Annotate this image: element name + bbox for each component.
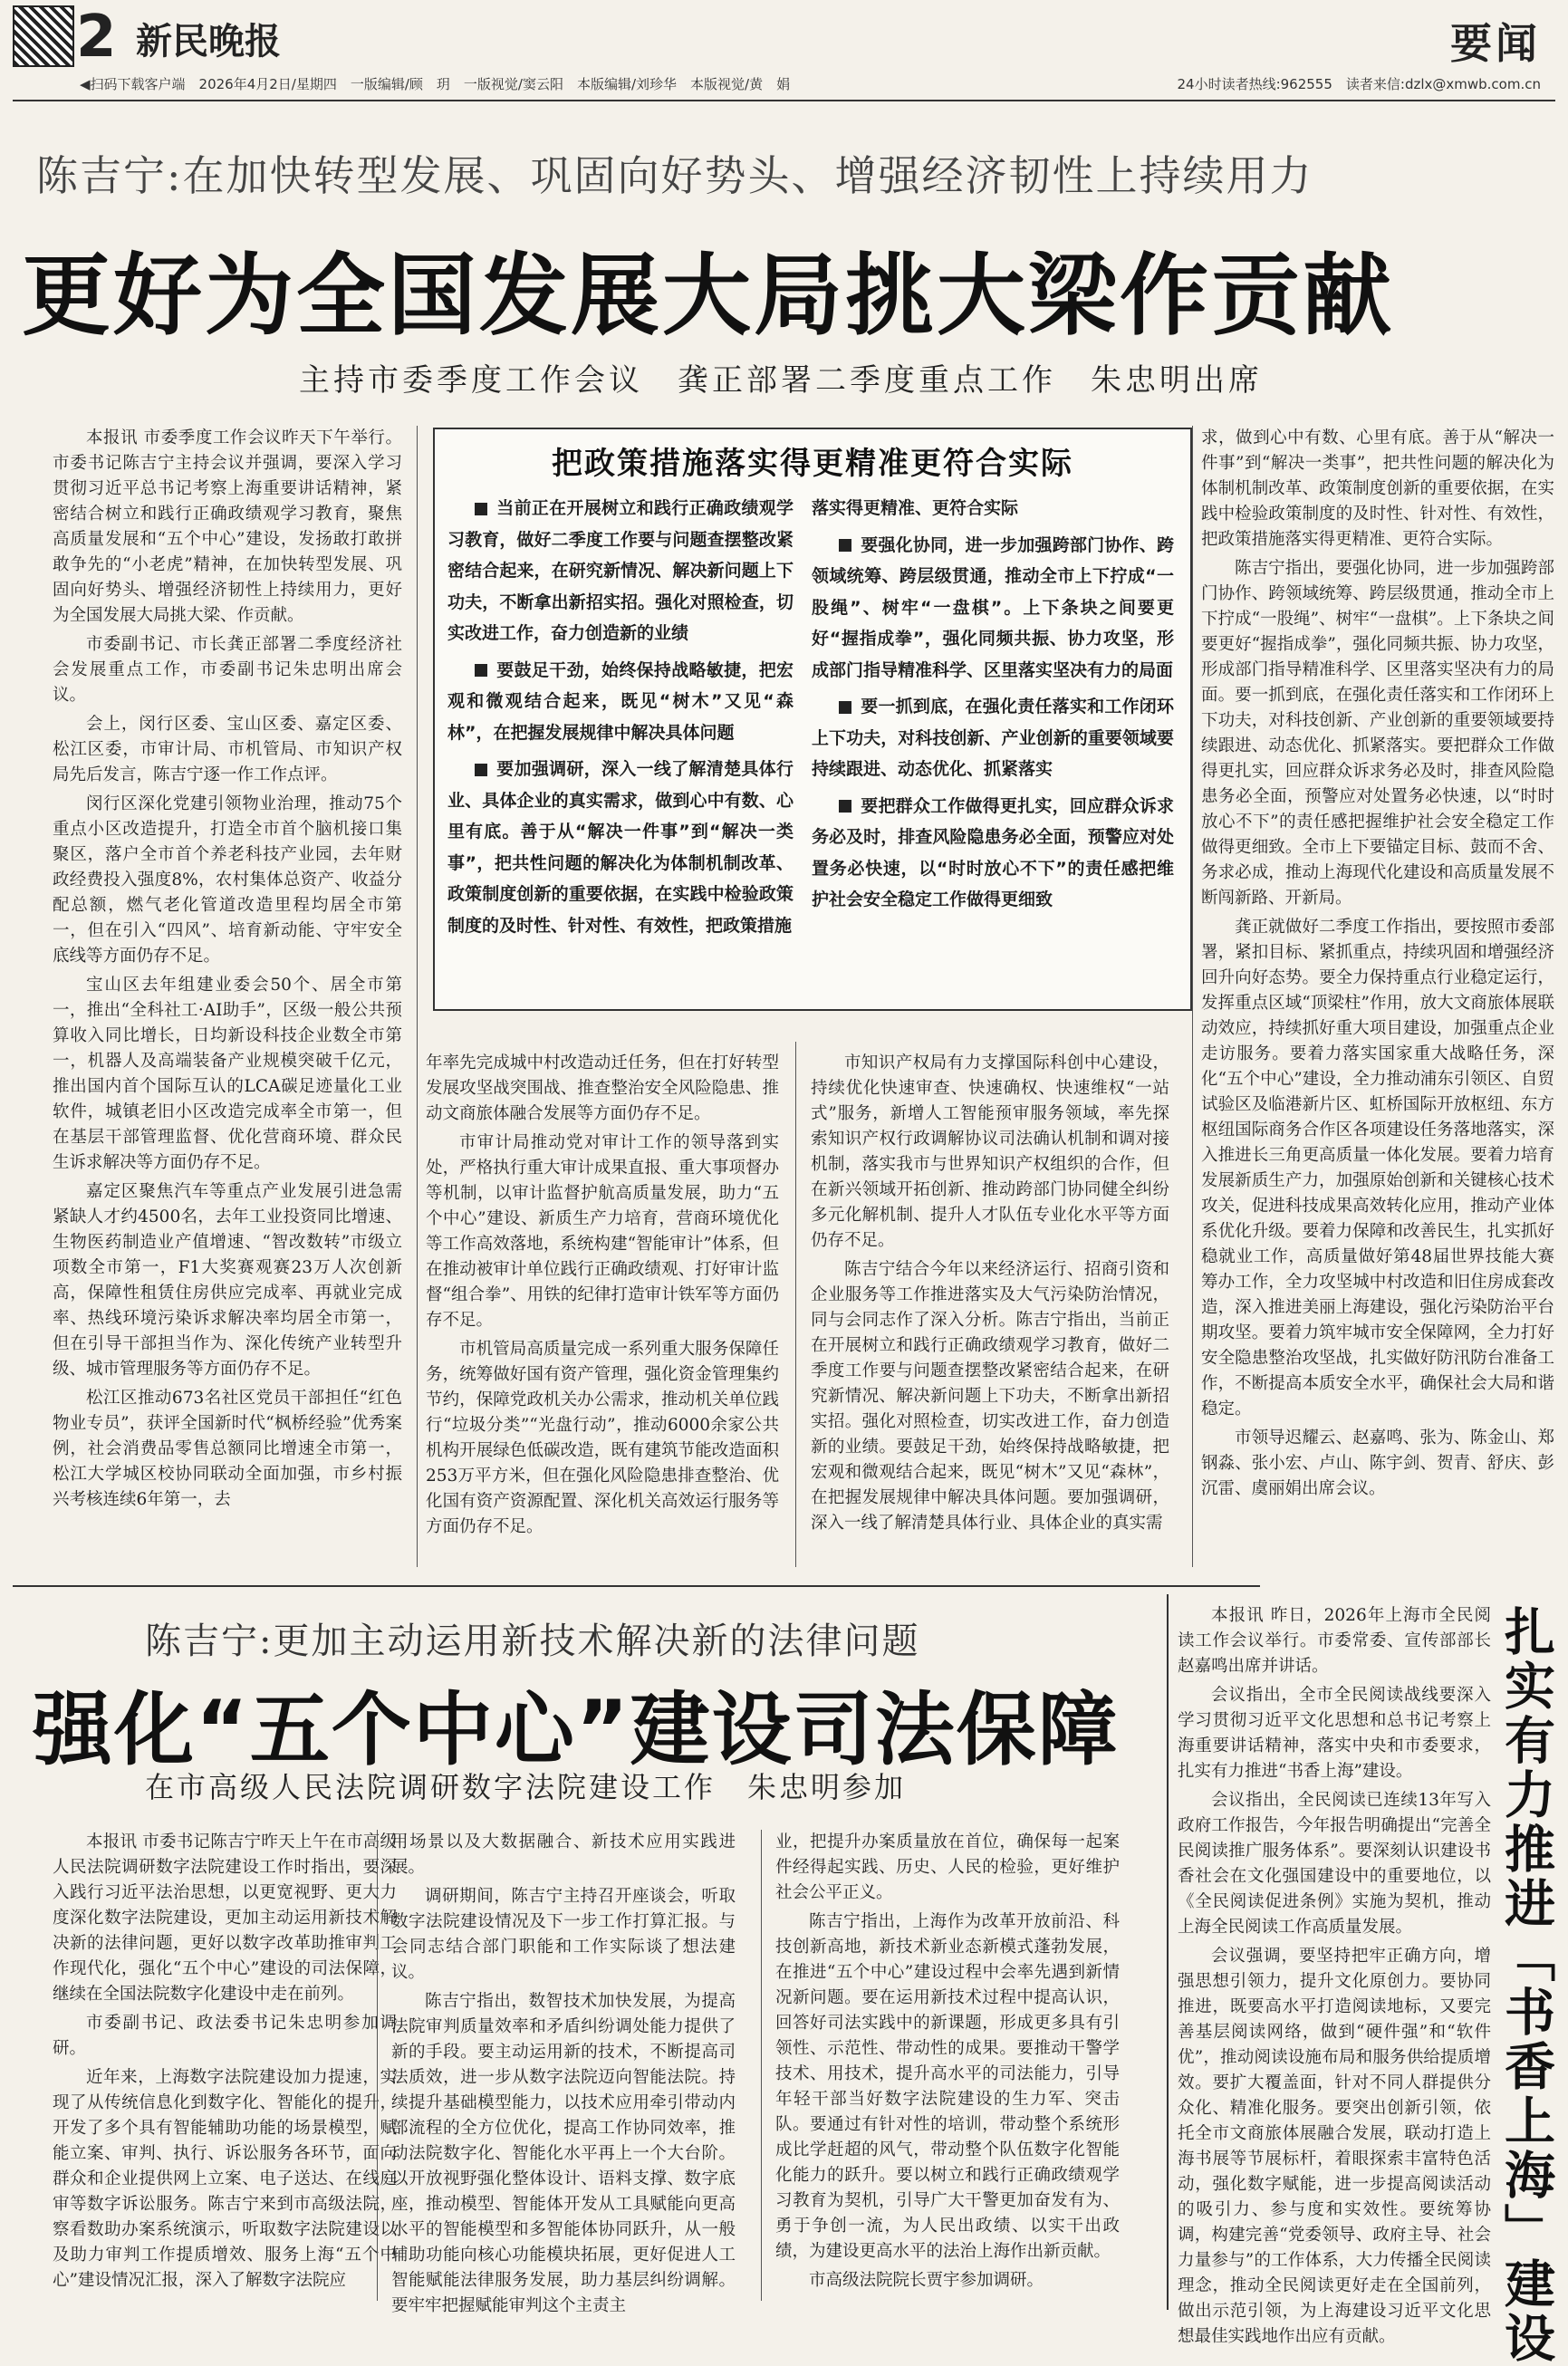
paragraph: 市委副书记、市长龚正部署二季度经济社会发展重点工作，市委副书记朱忠明出席会议。 (53, 635, 402, 705)
highlight-box-title: 把政策措施落实得更精准更符合实际 (552, 446, 1073, 482)
paragraph: 市审计局推动党对审计工作的领导落到实处，严格执行重大审计成果直报、重大事项督办等机制，以审计监督护航高质量发展，助力“五个中心”建设、新质生产力培育，营商环境优化等工作高效落地，系统构建“智能审计”体系，但在推动被审计单位践行正确政绩观、打好审计监督“组合拳”、用铁的纪律打造审计铁军等方面仍存不足。 (426, 1133, 779, 1330)
column-divider (1192, 426, 1193, 1567)
story1-headline: 更好为全国发展大局挑大梁作贡献 (22, 245, 1395, 348)
story2-subhead: 在市高级人民法院调研数字法院建设工作 朱忠明参加 (145, 1770, 907, 1804)
paragraph: 本报讯 市委季度工作会议昨天下午举行。市委书记陈吉宁主持会议并强调，要深入学习贯彻习近平总书记考察上海重要讲话精神，紧密结合树立和践行正确政绩观学习教育，聚焦高质量发展和“五个中心”建设，发扬敢打敢拼敢争先的“小老虎”精神，在加快转型发展、巩固向好势头、增强经济韧性上持续用力，更好为全国发展大局挑大梁、作贡献。 (53, 428, 402, 625)
paper-name: 新民晚报 (136, 20, 281, 63)
qr-code[interactable] (13, 5, 74, 67)
bullet-square-icon (475, 664, 487, 677)
paragraph: 本报讯 市委书记陈吉宁昨天上午在市高级人民法院调研数字法院建设工作时指出，要深入践行习近平法治思想，以更宽视野、更大力度深化数字法院建设，更加主动运用新技术解决新的法律问题，更好以数字改革助推审判工作现代化，强化“五个中心”建设的司法保障，继续在全国法院数字化建设中走在前列。 (53, 1832, 397, 2004)
paragraph: 市委副书记、政法委书记朱忠明参加调研。 (53, 2014, 397, 2058)
paragraph: 陈吉宁指出，要强化协同，进一步加强跨部门协作、跨领域统筹、跨层级贯通，推动全市上下拧成“一股绳”、树牢“一盘棋”。上下条块之间要更好“握指成拳”，强化同频共振、协力攻坚，形成部门指导精准科学、区里落实坚决有力的局面。要一抓到底，在强化责任落实和工作闭环上下功夫，对科技创新、产业创新的重要领域要持续跟进、动态优化、抓紧落实。要把群众工作做得更扎实，回应群众诉求务必及时，排查风险隐患务必全面，预警应对处置务必快速，以“时时放心不下”的责任感把握维护社会安全稳定工作做得更细致。全市上下要锚定目标、鼓而不舍、务求必成，推动上海现代化建设和高质量发展不断闯新路、开新局。 (1201, 559, 1554, 908)
bullet-square-icon (475, 764, 487, 776)
story2-column-2 (391, 1830, 736, 2323)
paragraph: 会上，闵行区委、宝山区委、嘉定区委、松江区委，市审计局、市机管局、市知识产权局先后发言，陈吉宁逐一作工作点评。 (53, 715, 402, 784)
paragraph: 会议指出，全市全民阅读战线要深入学习贯彻习近平文化思想和总书记考察上海重要讲话精神，落实中央和市委要求，扎实有力推进“书香上海”建设。 (1178, 1686, 1491, 1781)
story1-column-2 (426, 1051, 779, 1544)
paragraph: 市机管局高质量完成一系列重大服务保障任务，统筹做好国有资产管理，强化资金管理集约节约，保障党政机关办公需求，推动机关单位践行“垃圾分类”“光盘行动”，推动6000余家公共机构开展绿色低碳改造，既有建筑节能改造面积253万平方米，但在强化风险隐患排查整治、优化国有资产资源配置、深化机关高效运行服务等方面仍存不足。 (426, 1340, 779, 1536)
story1-column-1 (53, 426, 402, 1516)
paragraph: 本报讯 昨日，2026年上海市全民阅读工作会议举行。市委常委、宣传部部长赵嘉鸣出席并讲话。 (1178, 1606, 1491, 1676)
page-number: 2 (76, 4, 117, 71)
paragraph: 市知识产权局有力支撑国际科创中心建设，持续优化快速审查、快速确权、快速维权“一站式”服务，新增人工智能预审服务领域，率先探索知识产权行政调解协议司法确认机制和调对接机制，落实我市与世界知识产权组织的合作，但在新兴领域开拓创新、推动跨部门协同健全纠纷多元化解机制、提升人才队伍专业化水平等方面仍存不足。 (811, 1053, 1169, 1250)
highlight-box (433, 428, 1192, 1011)
story2-column-1 (53, 1830, 397, 2297)
paragraph: 求，做到心中有数、心里有底。善于从“解决一件事”到“解决一类事”，把共性问题的解决化为体制机制改革、政策制度创新的重要依据，在实践中检验政策制度的及时性、针对性、有效性，把政策措施落实得更精准、更符合实际。 (1201, 428, 1554, 549)
bullet-square-icon (475, 503, 487, 515)
paragraph: 龚正就做好二季度工作指出，要按照市委部署，紧扣目标、紧抓重点，持续巩固和增强经济回升向好态势。要全力保持重点行业稳定运行，发挥重点区域“顶梁柱”作用，放大文商旅体展联动效应，持续抓好重大项目建设，加强重点企业走访服务。要着力落实国家重大战略任务，深化“五个中心”建设，全力推动浦东引领区、自贸试验区及临港新片区、虹桥国际开放枢纽、东方枢纽国际商务合作区各项建设任务落地落实，深入推进长三角更高质量一体化发展。要着力培育发展新质生产力，加强原始创新和关键核心技术攻关，促进科技成果高效转化应用，推动产业体系优化升级。要着力保障和改善民生，扎实抓好稳就业工作，高质量做好第48届世界技能大赛筹办工作，全力攻坚城中村改造和旧住房成套改造，深入推进美丽上海建设，强化污染防治平台期攻坚。要着力筑牢城市安全保障网，全力打好安全隐患整治攻坚战，扎实做好防汛防台准备工作，不断提高本质安全水平，确保社会大局和谐稳定。 (1201, 918, 1554, 1419)
highlight-continuation: 落实得更精准、更符合实际 (812, 498, 1019, 518)
story1-column-3 (811, 1051, 1169, 1540)
bullet-square-icon (839, 800, 851, 813)
paragraph: 陈吉宁结合今年以来经济运行、招商引资和企业服务等工作推进落实及大气污染防治情况，同与会同志作了深入分析。陈吉宁指出，当前正在开展树立和践行正确政绩观学习教育，做好二季度工作要与问题查摆整改紧密结合起来，在研究新情况、解决新问题上下功夫，不断拿出新招实招。强化对照检查，切实改进工作，奋力创造新的业绩。要鼓足干劲，始终保持战略敏捷，把宏观和微观结合起来，既见“树木”又见“森林”，在把握发展规律中解决具体问题。要加强调研，深入一线了解清楚具体行业、具体企业的真实需 (811, 1260, 1169, 1533)
highlight-point: 要一抓到底，在强化责任落实和工作闭环上下功夫，对科技创新、产业创新的重要领域要持续跟进、动态优化、抓紧落实 (812, 697, 1174, 779)
highlight-point: 要鼓足干劲，始终保持战略敏捷，把宏观和微观结合起来，既见“树木”又见“森林”，在把握发展规律中解决具体问题 (447, 659, 794, 743)
column-divider (761, 1830, 762, 2301)
story2-column-3 (775, 1830, 1120, 2297)
masthead-rule (13, 100, 1555, 101)
story3-vertical-headline: 扎实有力推进「书香上海」建设 (1496, 1605, 1555, 2366)
highlight-point: 当前正在开展树立和践行正确政绩观学习教育，做好二季度工作要与问题查摆整改紧密结合起来，在研究新情况、解决新问题上下功夫，不断拿出新招实招。强化对照检查，切实改进工作，奋力创造新的业绩 (447, 498, 794, 643)
highlight-point: 要强化协同，进一步加强跨部门协作、跨领域统筹、跨层级贯通，推动全市上下拧成“一股绳”、树牢“一盘棋”。上下条块之间要更好“握指成拳”，强化同频共振、协力攻坚，形成部门指导精准科学、区里落实坚决有力的局面 (812, 534, 1174, 680)
paragraph: 松江区推动673名社区党员干部担任“红色物业专员”，获评全国新时代“枫桥经验”优秀案例，社会消费品零售总额同比增速全市第一，松江大学城区校协同联动全面加强，市乡村振兴考核连续6年第一，去 (53, 1389, 402, 1509)
issue-info: ◀扫码下载客户端 2026年4月2日/星期四 一版编辑/顾 玥 一版视觉/窦云阳 本版编辑/刘珍华 本版视觉/黄 娟 (80, 76, 791, 92)
paragraph: 陈吉宁指出，上海作为改革开放前沿、科技创新高地，新技术新业态新模式蓬勃发展，在推进“五个中心”建设过程中会率先遇到新情况新问题。要在运用新技术过程中提高认识，回答好司法实践中的新课题，形成更多具有引领性、示范性、带动性的成果。要推动干警学技术、用技术，提升高水平的司法能力，引导年轻干部当好数字法院建设的生力军、突击队。要通过有针对性的培训，带动整个系统形成比学赶超的风气，带动整个队伍数字化智能化能力的跃升。要以树立和践行正确政绩观学习教育为契机，引导广大干警更加奋发有为、勇于争创一流，为人民出政绩、以实干出政绩，为建设更高水平的法治上海作出新贡献。 (775, 1912, 1120, 2261)
highlight-point: 要加强调研，深入一线了解清楚具体行业、具体企业的真实需求，做到心中有数、心里有底。善于从“解决一件事”到“解决一类事”，把共性问题的解决化为体制机制改革、政策制度创新的重要依据，在实践中检验政策制度的及时性、针对性、有效性，把政策措施 (447, 759, 794, 936)
paragraph: 市高级法院院长贾宇参加调研。 (809, 2271, 1044, 2290)
paragraph: 陈吉宁指出，数智技术加快发展，为提高法院审判质量效率和矛盾纠纷调处能力提供了新的手段。要主动运用新的技术，不断提高司法质效，进一步从数字法院迈向智能法院。持续提升基础模型能力，以技术应用牵引带动内部流程的全方位优化，提高工作协同效率，推动法院数字化、智能化水平再上一个大台阶。以开放视野强化整体设计、语料支撑、数字底座，推动模型、智能体开发从工具赋能向更高水平的智能模型和多智能体协同跃升，从一般辅助功能向核心功能模块拓展，更好促进人工智能赋能法律服务发展，助力基层纠纷调解。要牢牢把握赋能审判这个主责主 (391, 1992, 736, 2315)
bullet-square-icon (839, 701, 851, 714)
bullet-square-icon (839, 539, 851, 552)
column-divider (417, 426, 418, 1567)
paragraph: 年率先完成城中村改造动迁任务，但在打好转型发展攻坚战突围战、推查整治安全风险隐患、推动文商旅体融合发展等方面仍存不足。 (426, 1053, 779, 1123)
paragraph: 市领导迟耀云、赵嘉鸣、张为、陈金山、郑钢淼、张小宏、卢山、陈宇剑、贺青、舒庆、彭沉雷、虞丽娟出席会议。 (1201, 1428, 1554, 1498)
paragraph: 闵行区深化党建引领物业治理，推动75个重点小区改造提升，打造全市首个脑机接口集聚区，落户全市首个养老科技产业园，去年财政经费投入强度8%，农村集体总资产、收益分配总额，燃气老化管道改造里程均居全市第一，但在引入“四风”、培育新动能、守牢安全底线等方面仍存不足。 (53, 794, 402, 966)
story2-headline: 强化“五个中心”建设司法保障 (33, 1683, 1120, 1776)
story3-body (1178, 1603, 1491, 2353)
story1-subhead: 主持市委季度工作会议 龚正部署二季度重点工作 朱忠明出席 (299, 362, 1263, 399)
paragraph: 宝山区去年组建业委会50个、居全市第一，推出“全科社工·AI助手”，区级一般公共预算收入同比增长，日均新设科技企业数全市第一，机器人及高端装备产业规模突破千亿元，推出国内首个国际互认的LCA碳足迹量化工业软件，城镇老旧小区改造完成率全市第一，但在基层干部管理监督、优化营商环境、群众民生诉求解决等方面仍存不足。 (53, 976, 402, 1172)
hotline-info: 24小时读者热线:962555 读者来信:dzlx@xmwb.com.cn (1177, 76, 1541, 92)
paragraph: 会议指出，全民阅读已连续13年写入政府工作报告，今年报告明确提出“完善全民阅读推广服务体系”。要深刻认识建设书香社会在文化强国建设中的重要地位，以《全民阅读促进条例》实施为契机，推动上海全民阅读工作高质量发展。 (1178, 1791, 1491, 1937)
column-divider (795, 1042, 796, 1567)
paragraph: 嘉定区聚焦汽车等重点产业发展引进急需紧缺人才约4500名，去年工业投资同比增速、生物医药制造业产值增速、“智改数转”市级立项数全市第一，F1大奖赛观赛23万人次创新高，保障性租赁住房供应完成率、再就业完成率、热线环境污染诉求解决率均居全市第一，但在引导干部担当作为、深化传统产业转型升级、城市管理服务等方面仍存不足。 (53, 1182, 402, 1379)
paragraph: 调研期间，陈吉宁主持召开座谈会，听取数字法院建设情况及下一步工作打算汇报。与会同志结合部门职能和工作实际谈了想法建议。 (391, 1887, 736, 1982)
column-divider (377, 1830, 378, 2301)
sidebar-divider (1167, 1594, 1169, 2310)
story1-column-4 (1201, 426, 1554, 1505)
highlight-box-right (812, 493, 1174, 921)
highlight-box-left (447, 493, 794, 947)
highlight-point: 要把群众工作做得更扎实，回应群众诉求务必及时，排查风险隐患务必全面，预警应对处置务必快速，以“时时放心不下”的责任感把维护社会安全稳定工作做得更细致 (812, 795, 1174, 909)
paragraph: 近年来，上海数字法院建设加力提速，实现了从传统信息化到数字化、智能化的提升，开发了多个具有智能辅助功能的场景模型，赋能立案、审判、执行、诉讼服务各环节，面向群众和企业提供网上立案、电子送达、在线庭审等数字诉讼服务。陈吉宁来到市高级法院，察看数助办案系统演示，听取数字法院建设以及助力审判工作提质增效、服务上海“五个中心”建设情况汇报，深入了解数字法院应 (53, 2068, 397, 2290)
story1-kicker: 陈吉宁:在加快转型发展、巩固向好势头、增强经济韧性上持续用力 (36, 151, 1313, 200)
section-title: 要闻 (1450, 19, 1541, 68)
section-rule (13, 1585, 1260, 1587)
paragraph: 会议强调，要坚持把牢正确方向，增强思想引领力，提升文化原创力。要协同推进，既要高水平打造阅读地标，又要完善基层阅读网络，做到“硬件强”和“软件优”，推动阅读设施布局和服务供给提质增效。要扩大覆盖面，针对不同人群提供分众化、精准化服务。要突出创新引领，依托全市文商旅体展融合发展，联动打造上海书展等节展标杆，着眼探索丰富特色活动，强化数字赋能，进一步提高阅读活动的吸引力、参与度和实效性。要统筹协调，构建完善“党委领导、政府主导、社会力量参与”的工作体系，大力传播全民阅读理念，推动全民阅读更好走在全国前列，做出示范引领，为上海建设习近平文化思想最佳实践地作出应有贡献。 (1178, 1947, 1491, 2346)
paragraph: 业，把提升办案质量放在首位，确保每一起案件经得起实践、历史、人民的检验，更好维护社会公平正义。 (775, 1832, 1120, 1902)
story2-kicker: 陈吉宁:更加主动运用新技术解决新的法律问题 (145, 1621, 920, 1662)
paragraph: 用场景以及大数据融合、新技术应用实践进展。 (391, 1832, 736, 1877)
